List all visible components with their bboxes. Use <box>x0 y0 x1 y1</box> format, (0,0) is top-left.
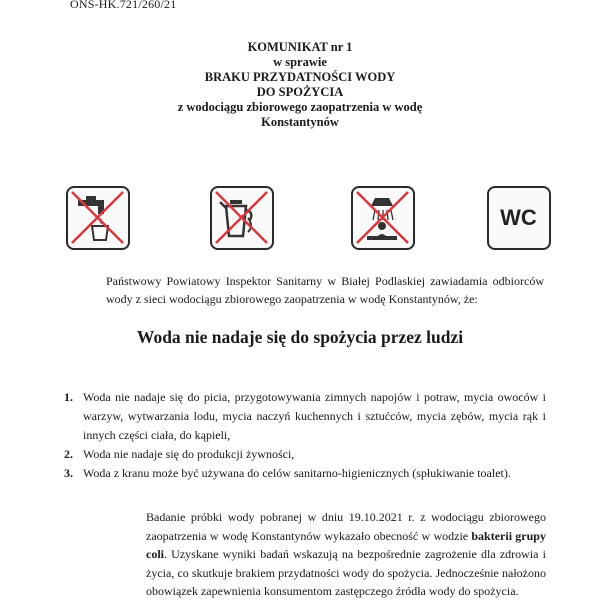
test-results-paragraph <box>64 508 546 601</box>
title-line-1: KOMUNIKAT nr 1 <box>247 40 353 54</box>
intro-paragraph <box>64 272 544 308</box>
list-item <box>64 464 546 483</box>
title-line-5: z wodociągu zbiorowego zaopatrzenia w wodę <box>177 100 423 114</box>
no-drinking-tap-icon <box>66 186 130 250</box>
document-reference: ONS-HK.721/260/21 <box>70 0 177 11</box>
title-line-2: w sprawie <box>273 55 327 69</box>
no-shower-icon <box>351 186 415 250</box>
list-item-number: 3. <box>64 466 73 480</box>
title-line-3: BRAKU PRZYDATNOŚCI WODY <box>204 70 396 84</box>
results-text-part-2: . Uzyskane wyniki badań wskazują na bezpośrednie zagrożenie dla zdrowia i życia, co skutkuje brakiem przydatności wody do spożycia. Jednocześnie nałożono obowiązek zapewnienia konsumentom zastępczego źródła wody do spożycia. <box>146 547 546 598</box>
no-kettle-cooking-icon <box>210 186 274 250</box>
list-item <box>64 445 546 464</box>
restrictions-list <box>64 388 546 483</box>
results-text-part-1: Badanie próbki wody pobranej w dniu 19.10.2021 r. z wodociągu zbiorowego zaopatrzenia w wodę Konstantynów wykazało obecność w wodzie <box>146 510 546 543</box>
list-item-number: 1. <box>64 390 73 404</box>
main-headline: Woda nie nadaje się do spożycia przez ludzi <box>136 327 464 347</box>
list-item-text: Woda z kranu może być używana do celów sanitarno-higienicznych (spłukiwanie toalet). <box>83 466 511 480</box>
wc-label: WC <box>500 204 537 230</box>
test-results-text <box>64 508 546 601</box>
list-item-number: 2. <box>64 447 73 461</box>
list-item-text: Woda nie nadaje się do produkcji żywności, <box>83 447 295 461</box>
intro-text: Państwowy Powiatowy Inspektor Sanitarny w Białej Podlaskiej zawiadamia odbiorców wody z sieci wodociągu zbiorowego zaopatrzenia w wodę Konstantynów, że: <box>106 274 544 306</box>
bacteria-highlight: bakterii grupy coli <box>146 528 546 561</box>
title-line-6: Konstantynów <box>261 115 339 129</box>
wc-icon <box>487 186 551 250</box>
title-line-4: DO SPOŻYCIA <box>256 85 344 99</box>
notice-title <box>150 40 450 130</box>
list-item <box>64 388 546 445</box>
list-item-text: Woda nie nadaje się do picia, przygotowywania zimnych napojów i potraw, mycia owoców i warzyw, wytwarzania lodu, mycia naczyń kuchennych i sztućców, mycia zębów, mycia rąk i innych części ciała, do kąpieli, <box>83 390 546 442</box>
